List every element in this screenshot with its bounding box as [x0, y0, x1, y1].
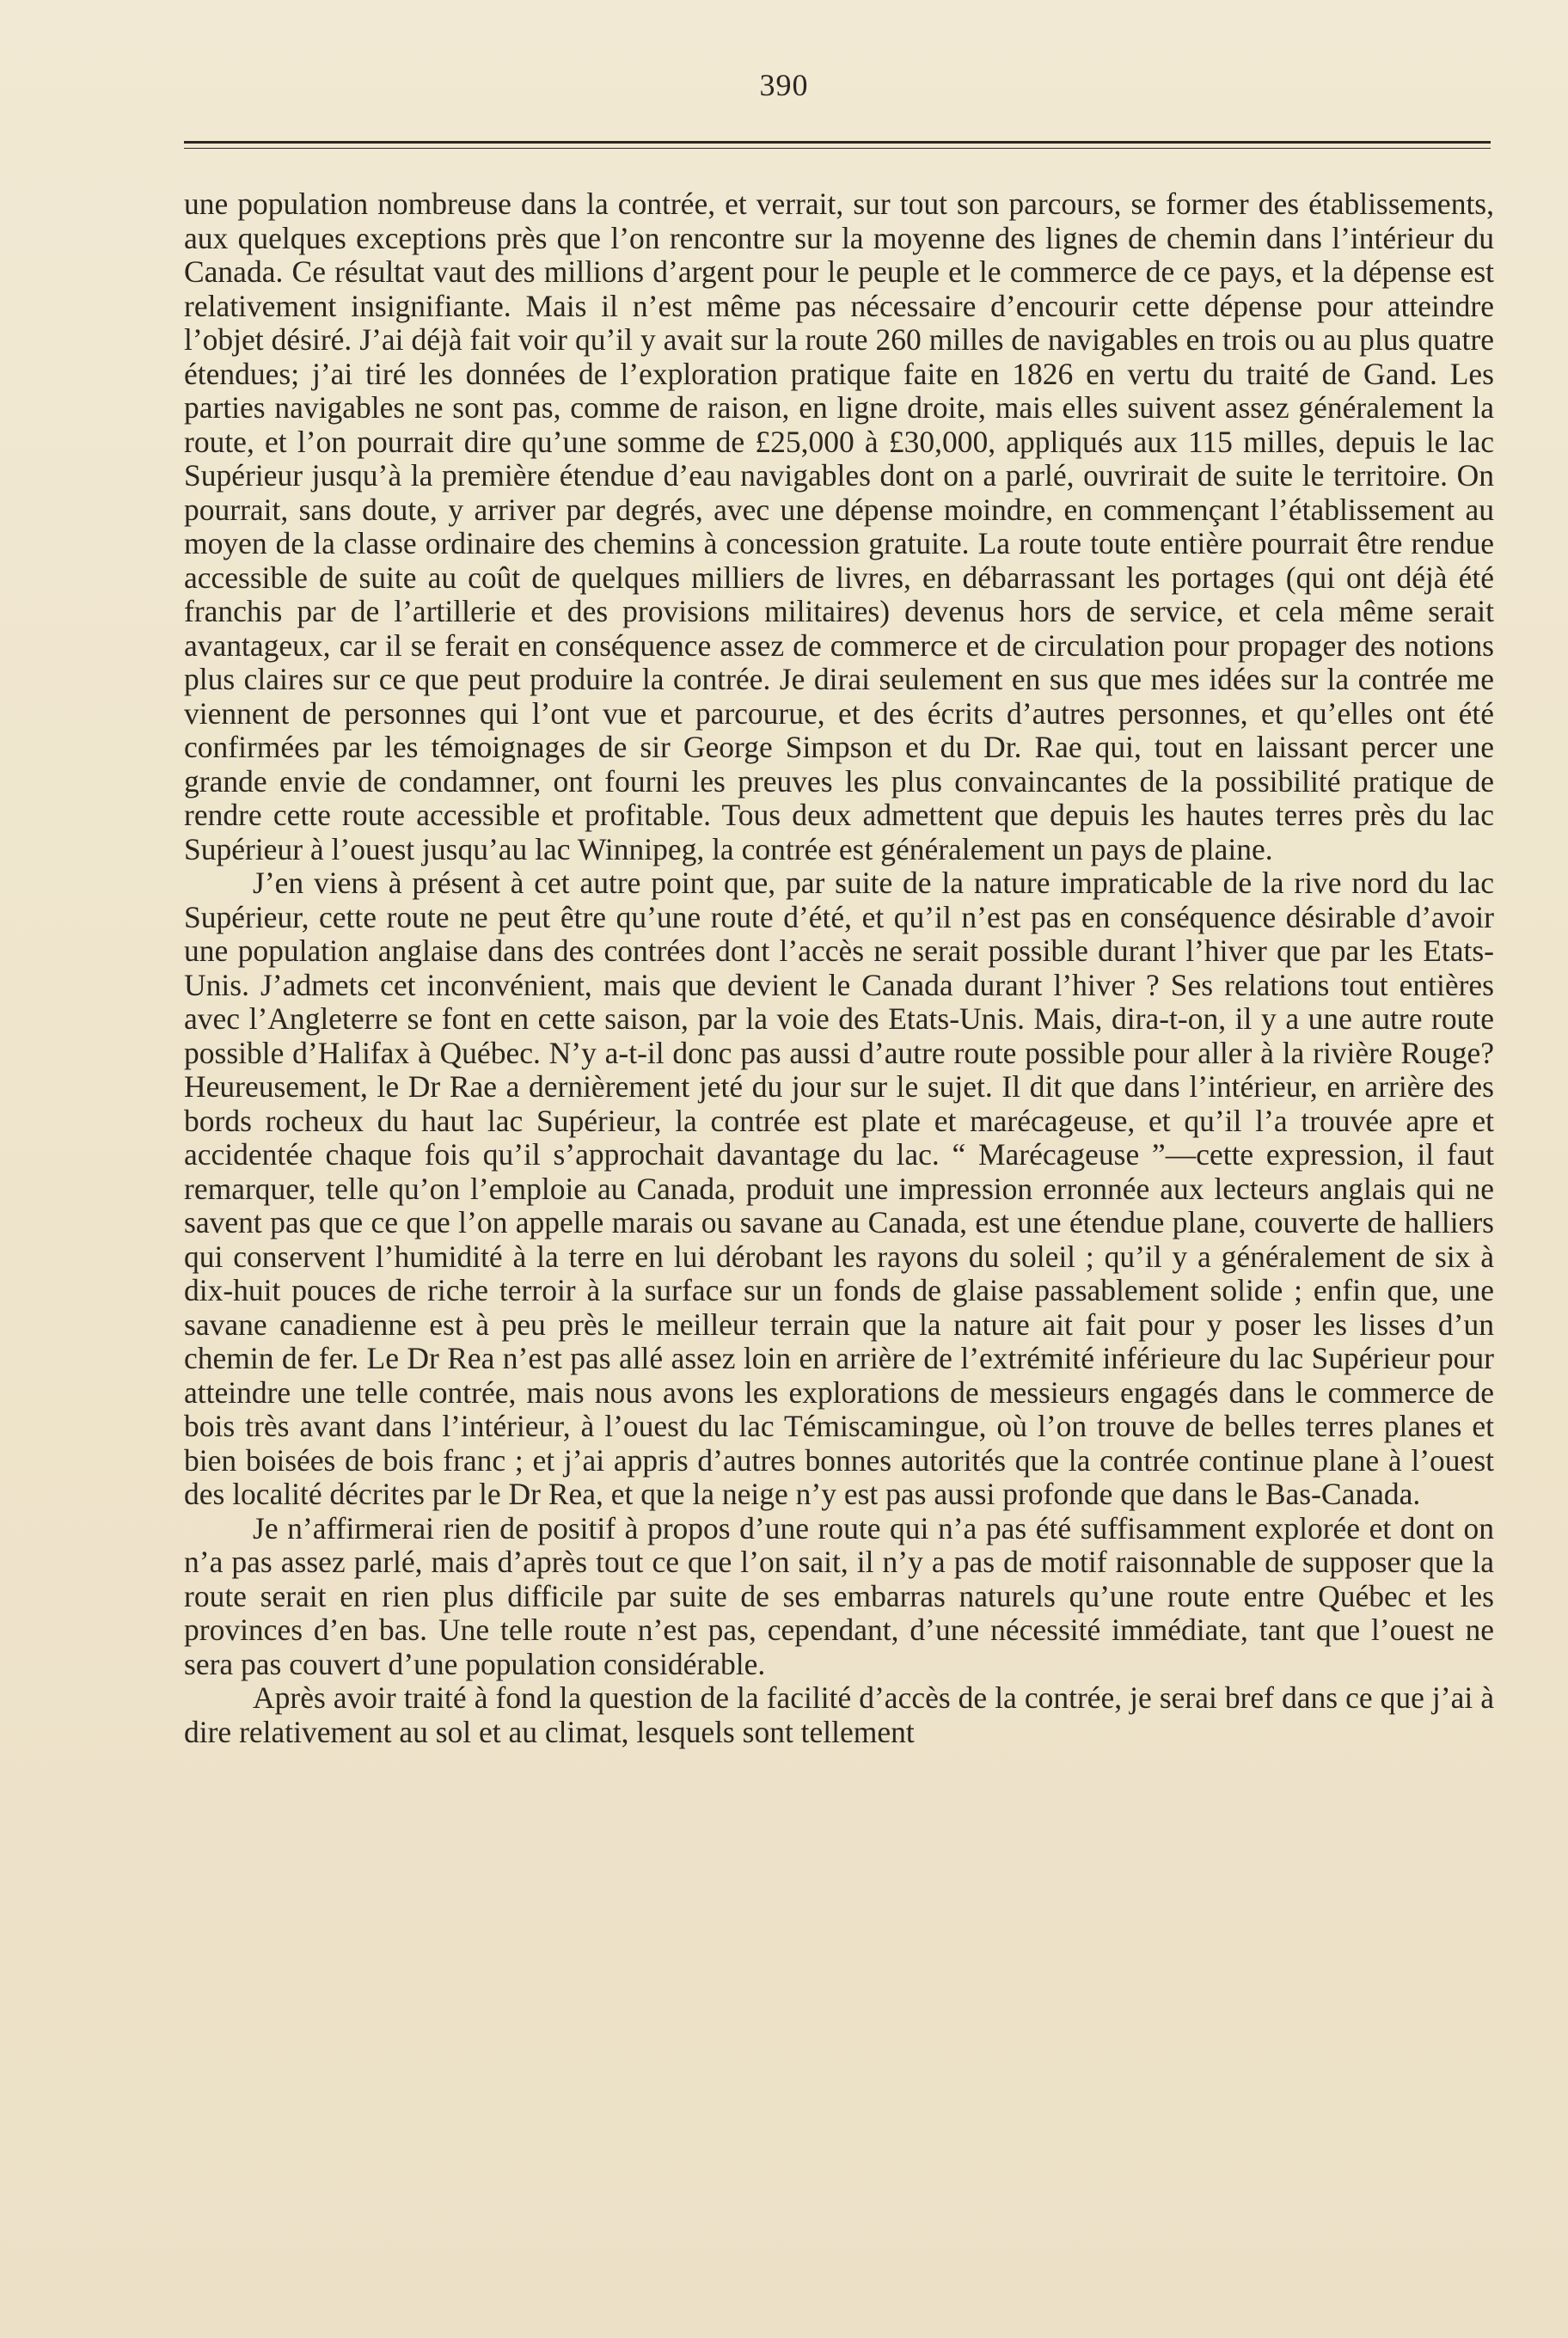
- paragraph-1: une population nombreuse dans la contrée, et verrait, sur tout son parcours, se former des établissements, aux quelques exceptions près que l’on rencontre sur la moyenne des lignes de chemin dans l’intérieur du Canada. Ce résultat vaut des millions d’argent pour le peuple et le commerce de ce pays, et la dépense est relativement insignifiante. Mais il n’est même pas nécessaire d’encourir cette dépense pour atteindre l’objet désiré. J’ai déjà fait voir qu’il y avait sur la route 260 milles de navigables en trois ou au plus quatre étendues; j’ai tiré les données de l’exploration pratique faite en 1826 en vertu du traité de Gand. Les parties navigables ne sont pas, comme de raison, en ligne droite, mais elles suivent assez généralement la route, et l’on pourrait dire qu’une somme de £25,000 à £30,000, appliqués aux 115 milles, depuis le lac Supérieur jusqu’à la première étendue d’eau navigables dont on a parlé, ouvrirait de suite le territoire. On pourrait, sans doute, y arriver par degrés, avec une dépense moindre, en commençant l’établissement au moyen de la classe ordinaire des chemins à concession gratuite. La route toute entière pourrait être rendue accessible de suite au coût de quelques milliers de livres, en débarrassant les portages (qui ont déjà été franchis par de l’artillerie et des provisions militaires) devenus hors de service, et cela même serait avantageux, car il se ferait en conséquence assez de commerce et de circulation pour propager des notions plus claires sur ce que peut produire la contrée. Je dirai seulement en sus que mes idées sur la contrée me viennent de personnes qui l’ont vue et parcourue, et des écrits d’autres personnes, et qu’elles ont été confirmées par les témoignages de sir George Simpson et du Dr. Rae qui, tout en laissant percer une grande envie de condamner, ont fourni les preuves les plus convaincantes de la possibilité pratique de rendre cette route accessible et profitable. Tous deux admettent que depuis les hautes terres près du lac Supérieur à l’ouest jusqu’au lac Winnipeg, la contrée est généralement un pays de plaine.: [184, 187, 1494, 866]
- header-rule-thin: [184, 148, 1491, 149]
- paragraph-2: J’en viens à présent à cet autre point que, par suite de la nature impraticable de la rive nord du lac Supérieur, cette route ne peut être qu’une route d’été, et qu’il n’est pas en conséquence désirable d’avoir une population anglaise dans des contrées dont l’accès ne serait possible durant l’hiver que par les Etats-Unis. J’admets cet inconvénient, mais que devient le Canada durant l’hiver ? Ses relations tout entières avec l’Angleterre se font en cette saison, par la voie des Etats-Unis. Mais, dira-t-on, il y a une autre route possible d’Halifax à Québec. N’y a-t-il donc pas aussi d’autre route possible pour aller à la rivière Rouge? Heureusement, le Dr Rae a dernièrement jeté du jour sur le sujet. Il dit que dans l’intérieur, en arrière des bords rocheux du haut lac Supérieur, la contrée est plate et marécageuse, et qu’il l’a trouvée apre et accidentée chaque fois qu’il s’approchait davantage du lac. “ Marécageuse ”—cette expression, il faut remarquer, telle qu’on l’emploie au Canada, produit une impression erronnée aux lecteurs anglais qui ne savent pas que ce que l’on appelle marais ou savane au Canada, est une étendue plane, couverte de halliers qui conservent l’humidité à la terre en lui dérobant les rayons du soleil ; qu’il y a généralement de six à dix-huit pouces de riche terroir à la surface sur un fonds de glaise passablement solide ; enfin que, une savane canadienne est à peu près le meilleur terrain que la nature ait fait pour y poser les lisses d’un chemin de fer. Le Dr Rea n’est pas allé assez loin en arrière de l’extrémité inférieure du lac Supérieur pour atteindre une telle contrée, mais nous avons les explorations de messieurs engagés dans le commerce de bois très avant dans l’intérieur, à l’ouest du lac Témiscamingue, où l’on trouve de belles terres planes et bien boisées de bois franc ; et j’ai appris d’autres bonnes autorités que la contrée continue plane à l’ouest des localité décrites par le Dr Rea, et que la neige n’y est pas aussi profonde que dans le Bas-Canada.: [184, 866, 1494, 1511]
- body-text: [184, 187, 1494, 1749]
- page-number: 390: [759, 68, 809, 102]
- header-rule: [184, 141, 1491, 144]
- paragraph-4: Après avoir traité à fond la question de la facilité d’accès de la contrée, je serai bref dans ce que j’ai à dire relativement au sol et au climat, lesquels sont tellement: [184, 1680, 1494, 1749]
- paragraph-3: Je n’affirmerai rien de positif à propos d’une route qui n’a pas été suffisamment explorée et dont on n’a pas assez parlé, mais d’après tout ce que l’on sait, il n’y a pas de motif raisonnable de supposer que la route serait en rien plus difficile par suite de ses embarras naturels qu’une route entre Québec et les provinces d’en bas. Une telle route n’est pas, cependant, d’une nécessité immédiate, tant que l’ouest ne sera pas couvert d’une population considérable.: [184, 1510, 1494, 1681]
